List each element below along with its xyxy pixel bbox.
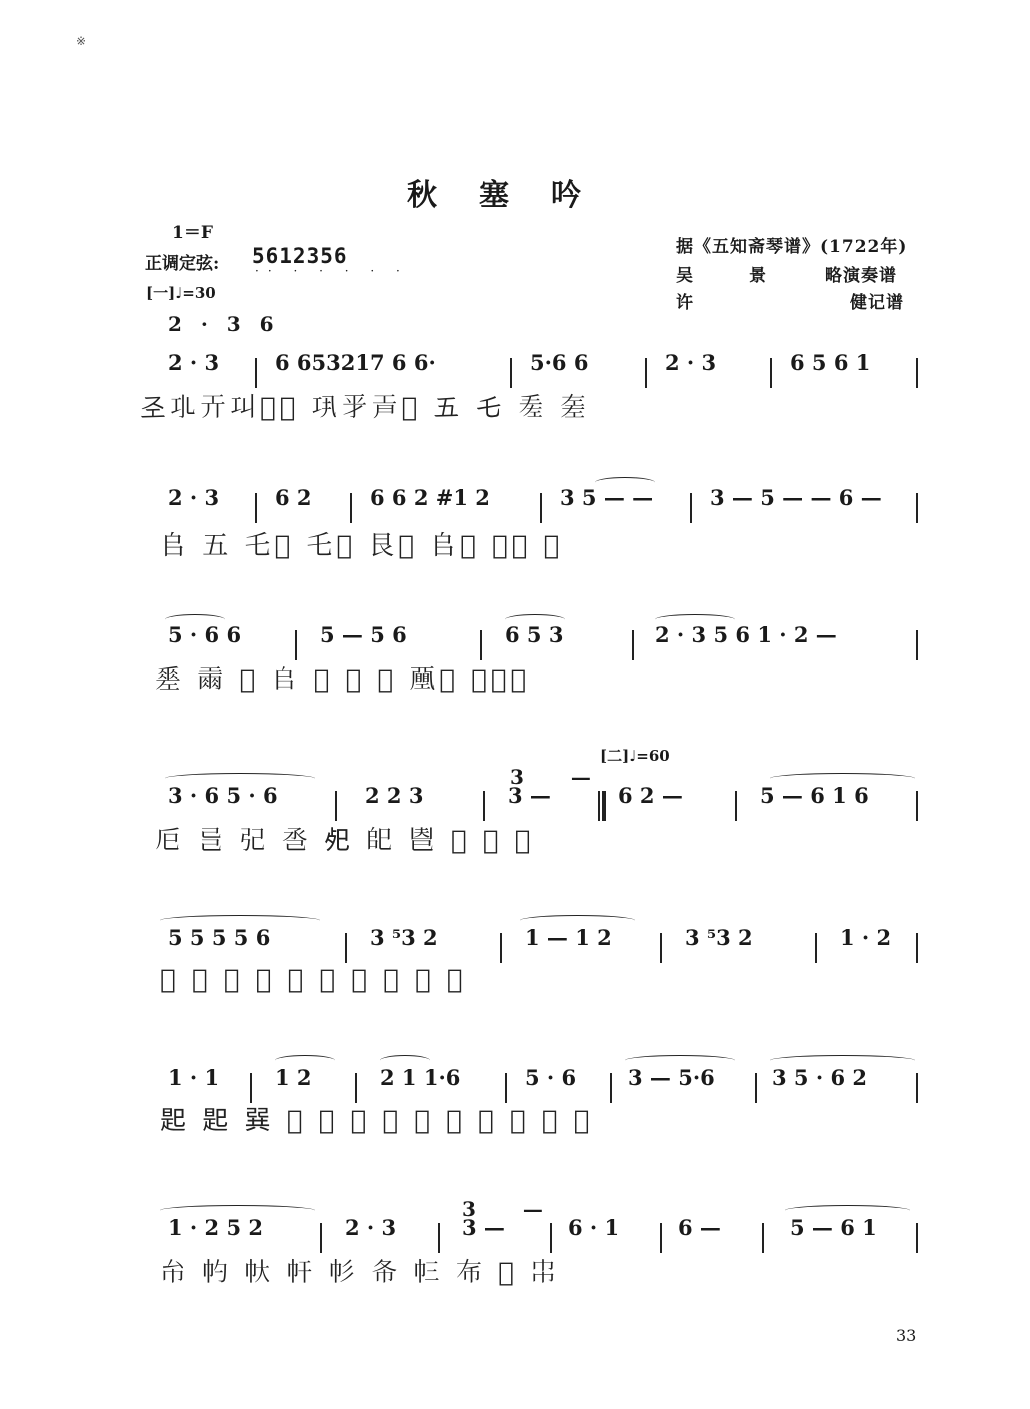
barline xyxy=(505,1073,507,1103)
barline xyxy=(762,1223,764,1253)
measure: 2 · 3 xyxy=(168,485,220,510)
transcriber-name: 许 xyxy=(676,293,694,313)
measure: 3 ⁵3 2 xyxy=(685,925,753,950)
measure: 5 — 5 6 xyxy=(320,622,407,647)
tablature-text: 𢀖𢀗𢀘𢀙𢀚𢀛 𢀜𢀝𢀞𢀟 五 乇 𢀠 𢀡 xyxy=(140,393,591,423)
barline xyxy=(735,791,737,821)
barline xyxy=(335,791,337,821)
tablature-row xyxy=(150,662,920,722)
barline xyxy=(755,1073,757,1103)
barline xyxy=(770,358,772,388)
pickup-overlay: 2 · 3 6 xyxy=(168,312,280,336)
measure: 3 — 5·6 xyxy=(628,1065,715,1090)
notation-row xyxy=(150,925,920,965)
tablature-row xyxy=(140,390,920,450)
barline xyxy=(295,630,297,660)
measure: 3 · 6 5 · 6 xyxy=(168,783,278,808)
tablature-text: 𢀴 𢀵 𢀶 𢀷 𢀸 𢀹 𢀺 𢀻 𢀼 𢀽 xyxy=(155,826,535,856)
barline xyxy=(916,1223,918,1253)
measure: 6 2 xyxy=(275,485,312,510)
tablature-row xyxy=(150,525,920,585)
tuning-notes: 5612356 xyxy=(252,244,348,268)
notation-row xyxy=(150,622,920,662)
barline xyxy=(540,493,542,523)
performer-role: 略演奏谱 xyxy=(825,266,897,286)
measure: 6 6 2 #1 2 xyxy=(370,485,490,510)
measure: 3 — 5 — — 6 — xyxy=(710,485,882,510)
measure: 1 2 xyxy=(275,1065,312,1090)
barline xyxy=(916,630,918,660)
measure: 6 5 3 xyxy=(505,622,564,647)
barline xyxy=(632,630,634,660)
notation-row xyxy=(150,485,920,525)
barline xyxy=(438,1223,440,1253)
tuning-label: 正调定弦: xyxy=(145,254,220,274)
barline xyxy=(350,493,352,523)
barline xyxy=(500,933,502,963)
barline xyxy=(255,358,257,388)
barline xyxy=(916,1073,918,1103)
corner-mark: ※ xyxy=(76,34,87,48)
measure: 1 · 2 5 2 xyxy=(168,1215,264,1240)
tablature-text: 𢁔 𢁕 𢁖 𢁗 𢁘 𢁙 𢁚 𢁛 𢁜 𢁝 xyxy=(160,1258,560,1288)
measure: 5 · 6 xyxy=(525,1065,577,1090)
transcriber-role: 健记谱 xyxy=(850,293,904,313)
page-number: 33 xyxy=(896,1326,917,1345)
tablature-text: 𠂤 五 乇𢀢 乇𢀣 艮𢀤 𠂤𢀥 𢀦𢀧 𢀨 xyxy=(160,531,564,561)
score-line-6 xyxy=(150,1055,920,1195)
tablature-row xyxy=(150,965,920,1025)
barline xyxy=(255,493,257,523)
chord-overlay: 3 — xyxy=(510,765,611,789)
barline xyxy=(483,791,485,821)
barline xyxy=(815,933,817,963)
page-title: 秋塞吟 xyxy=(407,178,623,213)
measure: 5 — 6 1 6 xyxy=(760,783,869,808)
measure: 6 — xyxy=(678,1215,721,1240)
barline xyxy=(610,1073,612,1103)
measure: 6 5 6 1 xyxy=(790,350,871,375)
barline xyxy=(645,358,647,388)
measure: 1 · 2 xyxy=(840,925,892,950)
measure: 6 2 — xyxy=(618,783,683,808)
barline xyxy=(345,933,347,963)
score-line-4 xyxy=(150,773,920,913)
notation-row xyxy=(150,350,920,390)
barline xyxy=(660,1223,662,1253)
tablature-text: 𢁈 𢁈 𢁉 𢁊 𢁋 𢁌 𢁍 𢁎 𢁏 𢁐 𢁑 𢁒 𢁓 xyxy=(160,1106,594,1136)
chord-overlay: 3 — xyxy=(462,1197,563,1221)
performer-name: 吴景 xyxy=(676,266,822,286)
tablature-row xyxy=(150,1105,920,1165)
barline xyxy=(550,1223,552,1253)
measure: 5·6 6 xyxy=(530,350,589,375)
tablature-text: 𢀩 𢀪 𢀫 𠂤 𢀬 𢀭 𢀮 𢀯𢀰 𢀱𢀲𢀳 xyxy=(155,665,530,695)
score-line-1 xyxy=(140,340,920,480)
measure: 3 5 — — xyxy=(560,485,654,510)
score-line-7 xyxy=(150,1205,920,1345)
measure: 2 · 3 xyxy=(168,350,220,375)
score-line-3 xyxy=(150,612,920,752)
barline xyxy=(355,1073,357,1103)
measure: 5 · 6 6 xyxy=(168,622,242,647)
measure: 3 — xyxy=(508,783,551,808)
measure: 3 5 · 6 2 xyxy=(772,1065,868,1090)
barline xyxy=(480,630,482,660)
barline xyxy=(690,493,692,523)
tuning-octave-dots: ·· · · · · · xyxy=(255,264,409,278)
notation-row xyxy=(150,783,920,823)
measure: 2 · 3 xyxy=(345,1215,397,1240)
tempo-marking-1: [一]♩=30 xyxy=(146,284,216,302)
measure: 1 — 1 2 xyxy=(525,925,612,950)
barline xyxy=(916,493,918,523)
barline xyxy=(916,358,918,388)
barline xyxy=(250,1073,252,1103)
measure: 5 5 5 5 6 xyxy=(168,925,271,950)
measure: 6 653217 6 6· xyxy=(275,350,436,375)
measure: 1 · 1 xyxy=(168,1065,220,1090)
score-line-5 xyxy=(150,915,920,1055)
barline xyxy=(660,933,662,963)
barline xyxy=(510,358,512,388)
measure: 3 ⁵3 2 xyxy=(370,925,438,950)
notation-row xyxy=(150,1215,920,1255)
measure: 5 — 6 1 xyxy=(790,1215,877,1240)
tempo-marking-2: [二]♩=60 xyxy=(600,747,670,765)
barline xyxy=(916,791,918,821)
measure: 2 2 3 xyxy=(365,783,424,808)
source-credit: 据《五知斋琴谱》(1722年) xyxy=(676,237,908,257)
measure: 2 · 3 5 6 1 · 2 — xyxy=(655,622,837,647)
barline xyxy=(916,933,918,963)
tablature-row xyxy=(150,823,920,883)
score-line-2 xyxy=(150,475,920,615)
tablature-text: 𢀾 𢀿 𢁀 𢁁 𢁂 𢁃 𢁄 𢁅 𢁆 𢁇 xyxy=(160,965,467,995)
double-barline xyxy=(598,791,606,821)
measure: 2 · 3 xyxy=(665,350,717,375)
measure: 2 1 1·6 xyxy=(380,1065,461,1090)
barline xyxy=(320,1223,322,1253)
measure: 6 · 1 xyxy=(568,1215,620,1240)
notation-row xyxy=(150,1065,920,1105)
key-signature: 1＝F xyxy=(172,223,213,243)
measure: 3 — xyxy=(462,1215,505,1240)
tablature-row xyxy=(150,1255,920,1315)
